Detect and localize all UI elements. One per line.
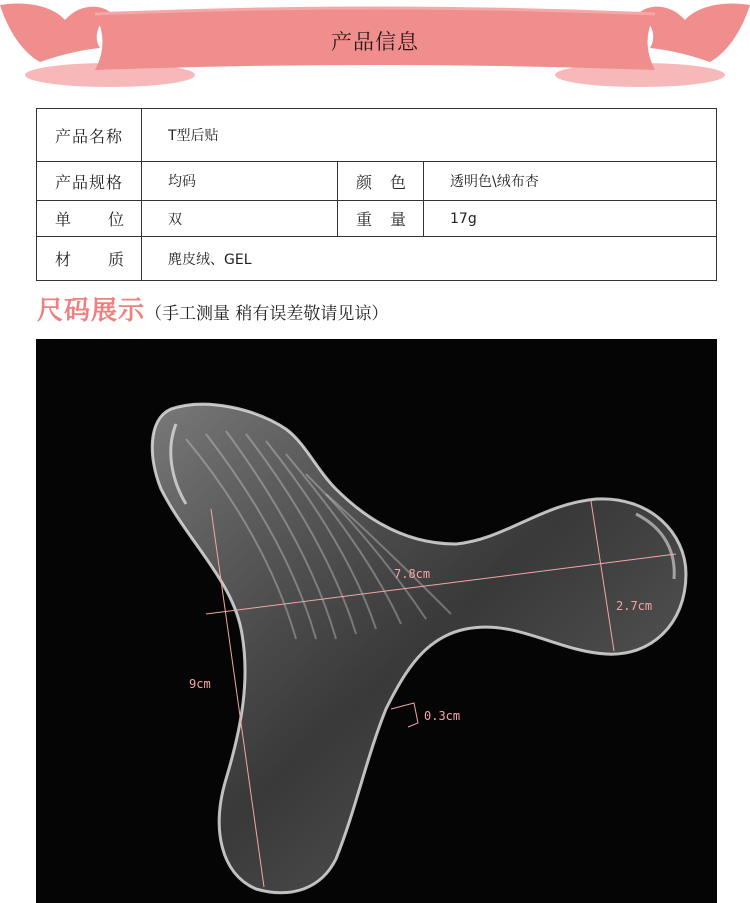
height-measurement: 9cm: [189, 677, 211, 691]
size-section-note: （手工测量 稍有误差敬请见谅）: [145, 304, 389, 324]
table-row: [37, 109, 717, 162]
width-measurement: 2.7cm: [616, 599, 653, 613]
table-row: [37, 237, 717, 281]
weight-label: 重 量: [338, 201, 424, 237]
product-spec-value: 均码: [142, 162, 338, 201]
unit-label: 单 位: [37, 201, 142, 237]
size-section-heading: [37, 290, 388, 327]
table-row: [37, 162, 717, 201]
banner-title: 产品信息: [331, 30, 419, 54]
table-row: [37, 201, 717, 237]
weight-value: 17g: [424, 201, 717, 237]
product-name-value: T型后贴: [142, 109, 717, 162]
t-shaped-insole-illustration: [36, 339, 717, 903]
thickness-measurement: 0.3cm: [424, 709, 461, 723]
unit-value: 双: [142, 201, 338, 237]
color-value: 透明色\绒布杏: [424, 162, 717, 201]
size-section-title: 尺码展示: [37, 296, 146, 326]
product-spec-label: 产品规格: [37, 162, 142, 201]
product-info-table: [36, 108, 717, 281]
header-banner: [0, 0, 750, 95]
material-value: 麂皮绒、GEL: [142, 237, 717, 281]
product-name-label: 产品名称: [37, 109, 142, 162]
length-measurement: 7.8cm: [394, 567, 431, 581]
material-label: 材 质: [37, 237, 142, 281]
product-photo: [36, 339, 717, 903]
color-label: 颜 色: [338, 162, 424, 201]
